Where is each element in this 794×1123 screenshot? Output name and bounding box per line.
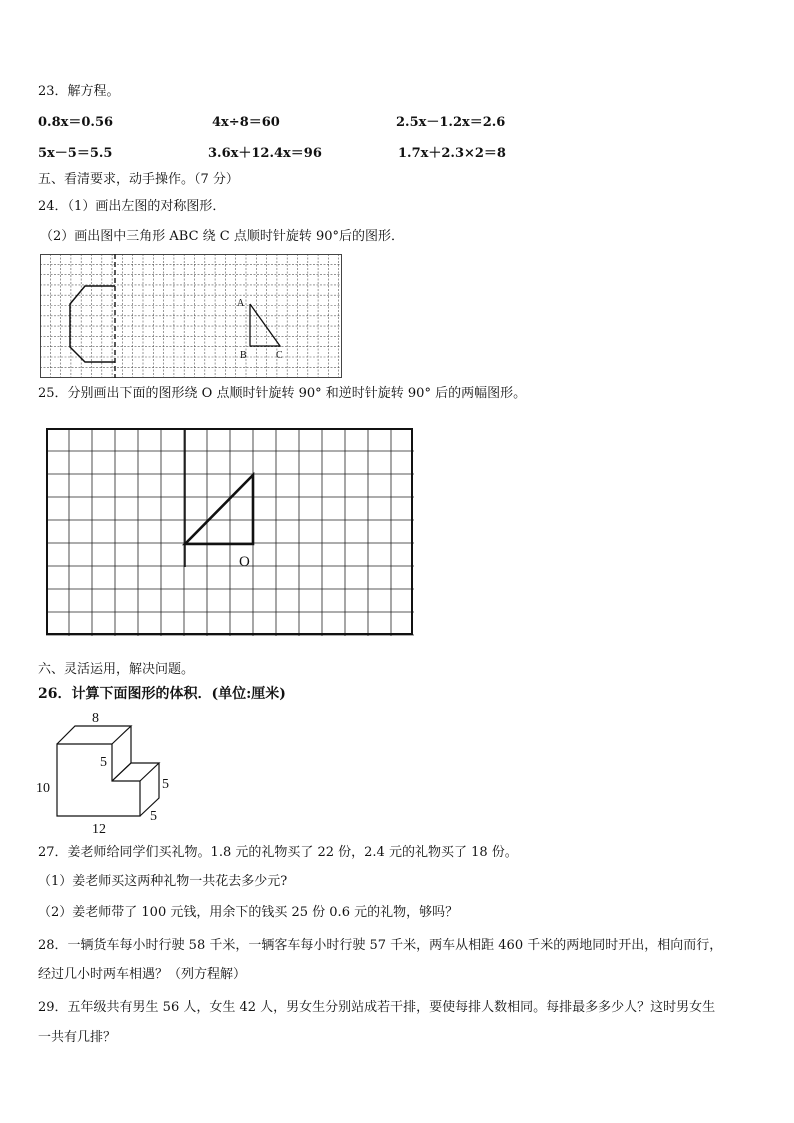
equation-3: 2.5x－1.2x＝2.6 [396, 115, 506, 130]
q27-text: 27．姜老师给同学们买礼物。1.8 元的礼物买了 22 份，2.4 元的礼物买了 18 份。 [38, 845, 518, 860]
q24-part1: 24．（1）画出左图的对称图形． [38, 199, 226, 214]
q23-title: 23．解方程。 [38, 84, 120, 99]
q27-part2: （2）姜老师带了 100 元钱，用余下的钱买 25 份 0.6 元的礼物，够吗？ [38, 905, 459, 920]
q24-grid-figure [40, 254, 342, 378]
q26-text: 26．计算下面图形的体积．(单位:厘米) [38, 686, 286, 702]
section6-heading: 六、灵活运用，解决问题。 [38, 662, 195, 677]
dim-bottom: 12 [92, 822, 106, 837]
equation-6: 1.7x＋2.3×2＝8 [398, 146, 506, 161]
q28-line1: 28．一辆货车每小时行驶 58 千米，一辆客车每小时行驶 57 千米，两车从相距 460 千米的两地同时开出，相向而行， [38, 938, 723, 953]
dim-right: 5 [162, 777, 169, 792]
dim-depth: 5 [150, 809, 157, 824]
equation-5: 3.6x＋12.4x＝96 [208, 146, 322, 161]
dim-left: 10 [36, 781, 50, 796]
q26-solid-figure [30, 706, 190, 836]
dim-step: 5 [100, 755, 107, 770]
triangle-abc [250, 304, 280, 346]
equation-4: 5x－5＝5.5 [38, 146, 113, 161]
label-a: A [237, 298, 245, 309]
q24-part2: （2）画出图中三角形 ABC 绕 C 点顺时针旋转 90°后的图形． [40, 229, 405, 244]
section5-heading: 五、看清要求，动手操作。（7 分） [38, 172, 239, 187]
q29-line1: 29．五年级共有男生 56 人，女生 42 人，男女生分别站成若干排，要使每排人数相同。每排最多多少人？这时男女生 [38, 1000, 716, 1015]
q25-text: 25．分别画出下面的图形绕 O 点顺时针旋转 90° 和逆时针旋转 90° 后的两幅图形。 [38, 386, 527, 401]
half-shape [70, 286, 115, 362]
q25-grid-figure [46, 428, 414, 636]
q29-line2: 一共有几排？ [38, 1030, 117, 1045]
q28-line2: 经过几小时两车相遇？（列方程解） [38, 967, 247, 982]
label-c: C [276, 350, 283, 361]
label-o: O [239, 554, 250, 570]
q27-part1: （1）姜老师买这两种礼物一共花去多少元? [38, 874, 288, 889]
right-triangle [185, 475, 253, 544]
equation-1: 0.8x＝0.56 [38, 115, 114, 130]
dim-top: 8 [92, 711, 99, 726]
label-b: B [240, 350, 247, 361]
equation-2: 4x÷8＝60 [212, 115, 280, 130]
